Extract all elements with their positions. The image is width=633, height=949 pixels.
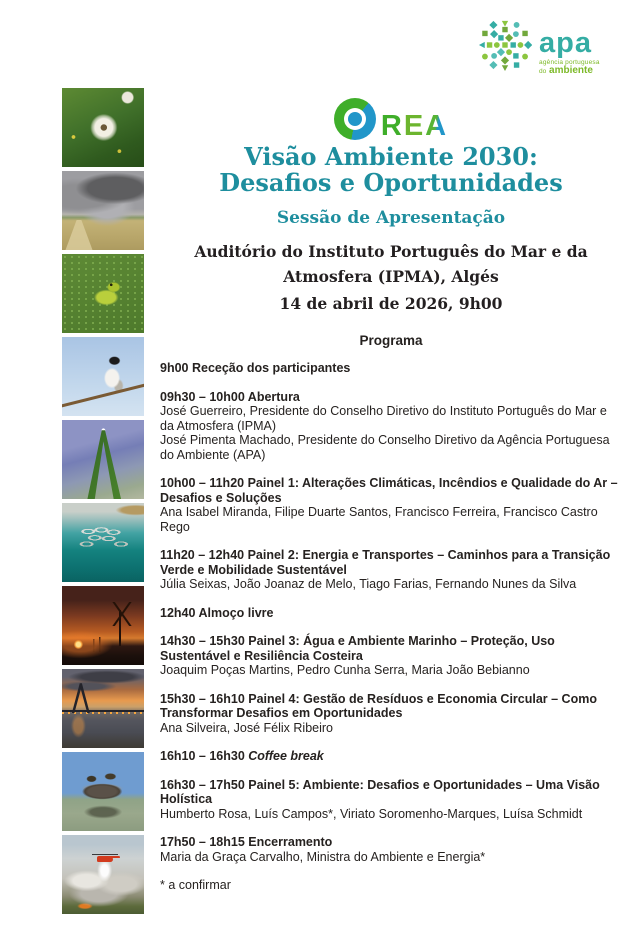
photo-bridge-at-dusk xyxy=(62,669,144,748)
program-entry xyxy=(160,548,622,592)
photo-dandelion-in-meadow xyxy=(62,88,144,167)
entry-heading xyxy=(160,634,622,663)
event-title-line1: Visão Ambiente 2030: xyxy=(244,142,538,171)
entry-heading-bold: 12h40 Almoço livre xyxy=(160,605,274,620)
rea-letter-a: A xyxy=(425,110,449,142)
venue-line1: Auditório do Instituto Português do Mar e da xyxy=(194,242,588,261)
entry-heading xyxy=(160,548,622,577)
speaker-line: José Guerreiro, Presidente do Conselho Diretivo do Instituto Português do Mar e da Atmosfera (IPMA) xyxy=(160,404,607,433)
entry-heading xyxy=(160,361,622,376)
program-entry xyxy=(160,606,622,621)
speaker-line: Humberto Rosa, Luís Campos*, Viriato Soromenho-Marques, Luísa Schmidt xyxy=(160,806,583,821)
entry-heading-bold: 16h30 – 17h50 Painel 5: Ambiente: Desafios e Oportunidades – Uma Visão Holística xyxy=(160,777,600,806)
speaker-line: Júlia Seixas, João Joanaz de Melo, Tiago Farias, Fernando Nunes da Silva xyxy=(160,577,577,591)
apa-tagline-do: do xyxy=(539,68,547,75)
apa-tagline-ambiente: ambiente xyxy=(549,65,593,76)
photo-dew-drop-on-grass xyxy=(62,420,144,499)
venue xyxy=(160,239,622,289)
photo-firefighting-helicopter-wildfire xyxy=(62,835,144,914)
apa-logo xyxy=(478,18,600,77)
program-entry xyxy=(160,692,622,736)
photo-frog-in-duckweed xyxy=(62,254,144,333)
entry-heading-italic: Coffee break xyxy=(248,749,324,763)
venue-line2: Atmosfera (IPMA), Algés xyxy=(283,267,499,286)
program-entry xyxy=(160,361,622,376)
speaker-line: Joaquim Poças Martins, Pedro Cunha Serra, Maria João Bebianno xyxy=(160,663,530,677)
photo-strip xyxy=(62,88,144,914)
apa-wordmark-block xyxy=(539,18,600,77)
rea-letter-e: E xyxy=(403,110,426,142)
main-content xyxy=(160,96,622,893)
entry-heading-bold: 09h30 – 10h00 Abertura xyxy=(160,389,300,404)
entry-heading xyxy=(160,692,622,721)
photo-turtles-on-log xyxy=(62,752,144,831)
event-subtitle: Sessão de Apresentação xyxy=(276,208,506,228)
photo-aquaculture-cages-at-sea xyxy=(62,503,144,582)
entry-heading-bold: 16h10 – 16h30 xyxy=(160,749,249,763)
entry-heading-bold: 11h20 – 12h40 Painel 2: Energia e Transportes – Caminhos para a Transição Verde e Mobilidade Sustentável xyxy=(160,548,611,577)
program-entry xyxy=(160,749,622,764)
entry-heading xyxy=(160,835,622,850)
apa-tagline-line1: agência portuguesa xyxy=(539,59,600,66)
speaker-line: Ana Silveira, José Félix Ribeiro xyxy=(160,720,333,735)
entry-heading xyxy=(160,390,622,405)
speaker-line: Maria da Graça Carvalho, Ministra do Ambiente e Energia* xyxy=(160,849,486,864)
program-entry xyxy=(160,778,622,822)
apa-tagline-line2 xyxy=(539,66,600,77)
photo-wind-turbines-at-sunset xyxy=(62,586,144,665)
program-entry xyxy=(160,634,622,678)
rea-logo xyxy=(160,96,622,140)
event-title xyxy=(160,144,622,196)
entry-heading-bold: 10h00 – 11h20 Painel 1: Alterações Climáticas, Incêndios e Qualidade do Ar – Desafios e Soluções xyxy=(160,476,618,505)
apa-mosaic-icon xyxy=(478,18,532,72)
rea-wordmark xyxy=(380,110,449,142)
speaker-line: Ana Isabel Miranda, Filipe Duarte Santos, Francisco Ferreira, Francisco Castro Rego xyxy=(160,505,598,534)
entry-heading-bold: 15h30 – 16h10 Painel 4: Gestão de Resíduos e Economia Circular – Como Transformar Desafios em Oportunidades xyxy=(160,691,597,720)
entry-heading xyxy=(160,778,622,807)
program-entry xyxy=(160,835,622,864)
speaker-line: José Pimenta Machado, Presidente do Conselho Diretivo da Agência Portuguesa do Ambiente (APA) xyxy=(160,433,610,462)
entry-heading xyxy=(160,749,622,764)
program-list xyxy=(160,361,622,864)
entry-heading xyxy=(160,476,622,505)
event-title-line2: Desafios e Oportunidades xyxy=(219,168,563,197)
event-date: 14 de abril de 2026, 9h00 xyxy=(279,294,503,313)
photo-storm-clouds-over-fields xyxy=(62,171,144,250)
rea-letter-r: R xyxy=(380,110,404,142)
rea-ring-icon xyxy=(334,98,376,140)
entry-heading-bold: 9h00 Receção dos participantes xyxy=(160,361,351,375)
program-entry xyxy=(160,476,622,534)
entry-heading-bold: 17h50 – 18h15 Encerramento xyxy=(160,835,333,849)
program-heading: Programa xyxy=(359,333,423,348)
photo-bird-on-branch xyxy=(62,337,144,416)
entry-heading xyxy=(160,606,622,621)
entry-heading-bold: 14h30 – 15h30 Painel 3: Água e Ambiente Marinho – Proteção, Uso Sustentável e Resiliência Costeira xyxy=(160,634,555,663)
apa-wordmark: apa xyxy=(539,27,592,59)
program-entry xyxy=(160,390,622,463)
footnote: * a confirmar xyxy=(160,878,231,892)
